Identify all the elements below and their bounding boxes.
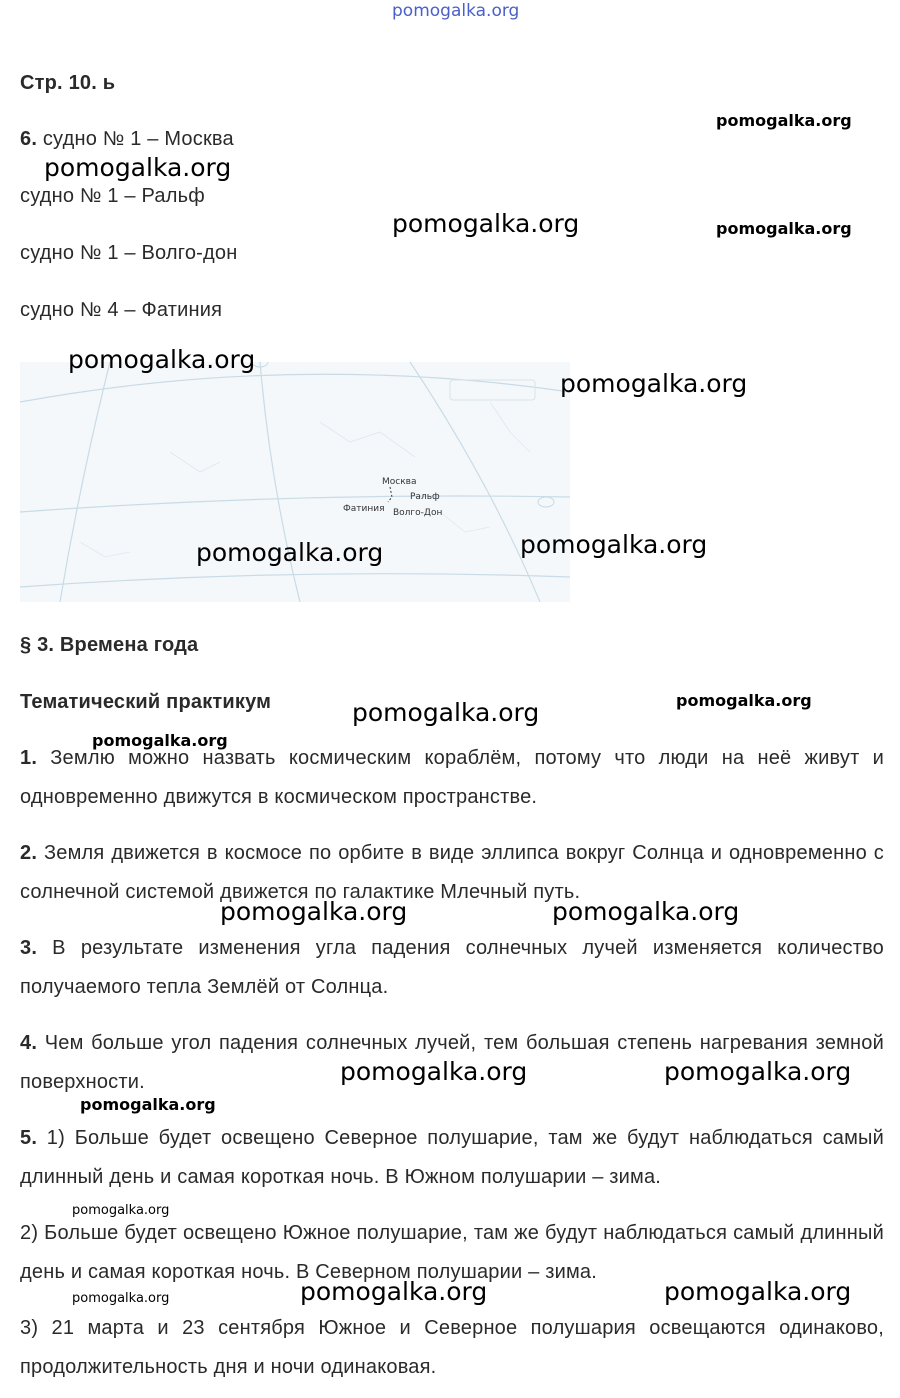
answer-2-text: Земля движется в космосе по орбите в виде эллипса вокруг Солнца и одновременно с солнечной системой движется по галактике Млечный путь. bbox=[20, 842, 884, 903]
answer-3-text: В результате изменения угла падения солнечных лучей изменяется количество получаемого тепла Землёй от Солнца. bbox=[20, 937, 884, 998]
answer-3 bbox=[20, 929, 884, 1007]
watermark: pomogalka.org bbox=[716, 111, 852, 130]
answer-5-text: 1) Больше будет освещено Северное полушарие, там же будут наблюдаться самый длинный день и самая короткая ночь. В Южном полушарии – зима. bbox=[20, 1127, 884, 1188]
watermark: pomogalka.org bbox=[300, 1277, 488, 1306]
watermark: pomogalka.org bbox=[340, 1057, 528, 1086]
section-title: § 3. Времена года bbox=[20, 634, 199, 656]
task6-line3: судно № 1 – Волго-дон bbox=[20, 242, 238, 264]
answer-2-number: 2. bbox=[20, 842, 38, 864]
watermark: pomogalka.org bbox=[72, 1203, 170, 1218]
answer-4-number: 4. bbox=[20, 1032, 38, 1054]
watermark: pomogalka.org bbox=[676, 691, 812, 710]
answer-1 bbox=[20, 739, 884, 817]
page-heading: Стр. 10. ь bbox=[20, 72, 116, 94]
top-site-link[interactable]: pomogalka.org bbox=[392, 1, 520, 21]
answer-5 bbox=[20, 1119, 884, 1197]
task6-line4: судно № 4 – Фатиния bbox=[20, 299, 223, 321]
answer-5-part3 bbox=[20, 1309, 884, 1387]
watermark: pomogalka.org bbox=[560, 369, 748, 398]
answer-2 bbox=[20, 834, 884, 912]
answer-5-part2-text: 2) Больше будет освещено Южное полушарие, там же будут наблюдаться самый длинный день и самая короткая ночь. В Северном полушарии – зима. bbox=[20, 1222, 884, 1283]
map-label-volgodon: Волго-Дон bbox=[393, 508, 443, 518]
watermark: pomogalka.org bbox=[44, 153, 232, 182]
answer-1-text: Землю можно назвать космическим кораблём, потому что люди на неё живут и одновременно движутся в космическом пространстве. bbox=[20, 747, 884, 808]
watermark: pomogalka.org bbox=[664, 1057, 852, 1086]
watermark: pomogalka.org bbox=[520, 530, 708, 559]
map-label-moskva: Москва bbox=[382, 477, 417, 487]
watermark: pomogalka.org bbox=[716, 219, 852, 238]
map-label-fatiniya: Фатиния bbox=[343, 504, 385, 514]
watermark: pomogalka.org bbox=[392, 209, 580, 238]
section-subtitle: Тематический практикум bbox=[20, 691, 272, 713]
answer-4-text: Чем больше угол падения солнечных лучей, тем большая степень нагревания земной поверхности. bbox=[20, 1032, 884, 1093]
answer-1-number: 1. bbox=[20, 747, 38, 769]
answer-5-number: 5. bbox=[20, 1127, 38, 1149]
watermark: pomogalka.org bbox=[220, 897, 408, 926]
watermark: pomogalka.org bbox=[552, 897, 740, 926]
task6-line2: судно № 1 – Ральф bbox=[20, 185, 205, 207]
watermark: pomogalka.org bbox=[352, 698, 540, 727]
watermark: pomogalka.org bbox=[80, 1095, 216, 1114]
watermark: pomogalka.org bbox=[664, 1277, 852, 1306]
task6-line1 bbox=[20, 128, 234, 151]
answer-5-part3-text: 3) 21 марта и 23 сентября Южное и Северное полушария освещаются одинаково, продолжительность дня и ночи одинаковая. bbox=[20, 1317, 884, 1378]
task6-number: 6. bbox=[20, 128, 38, 150]
watermark: pomogalka.org bbox=[72, 1291, 170, 1306]
task6-line1-text: судно № 1 – Москва bbox=[37, 128, 234, 150]
answer-3-number: 3. bbox=[20, 937, 38, 959]
map-label-ralf: Ральф bbox=[410, 492, 440, 502]
watermark: pomogalka.org bbox=[196, 538, 384, 567]
watermark: pomogalka.org bbox=[92, 731, 228, 750]
watermark: pomogalka.org bbox=[68, 345, 256, 374]
